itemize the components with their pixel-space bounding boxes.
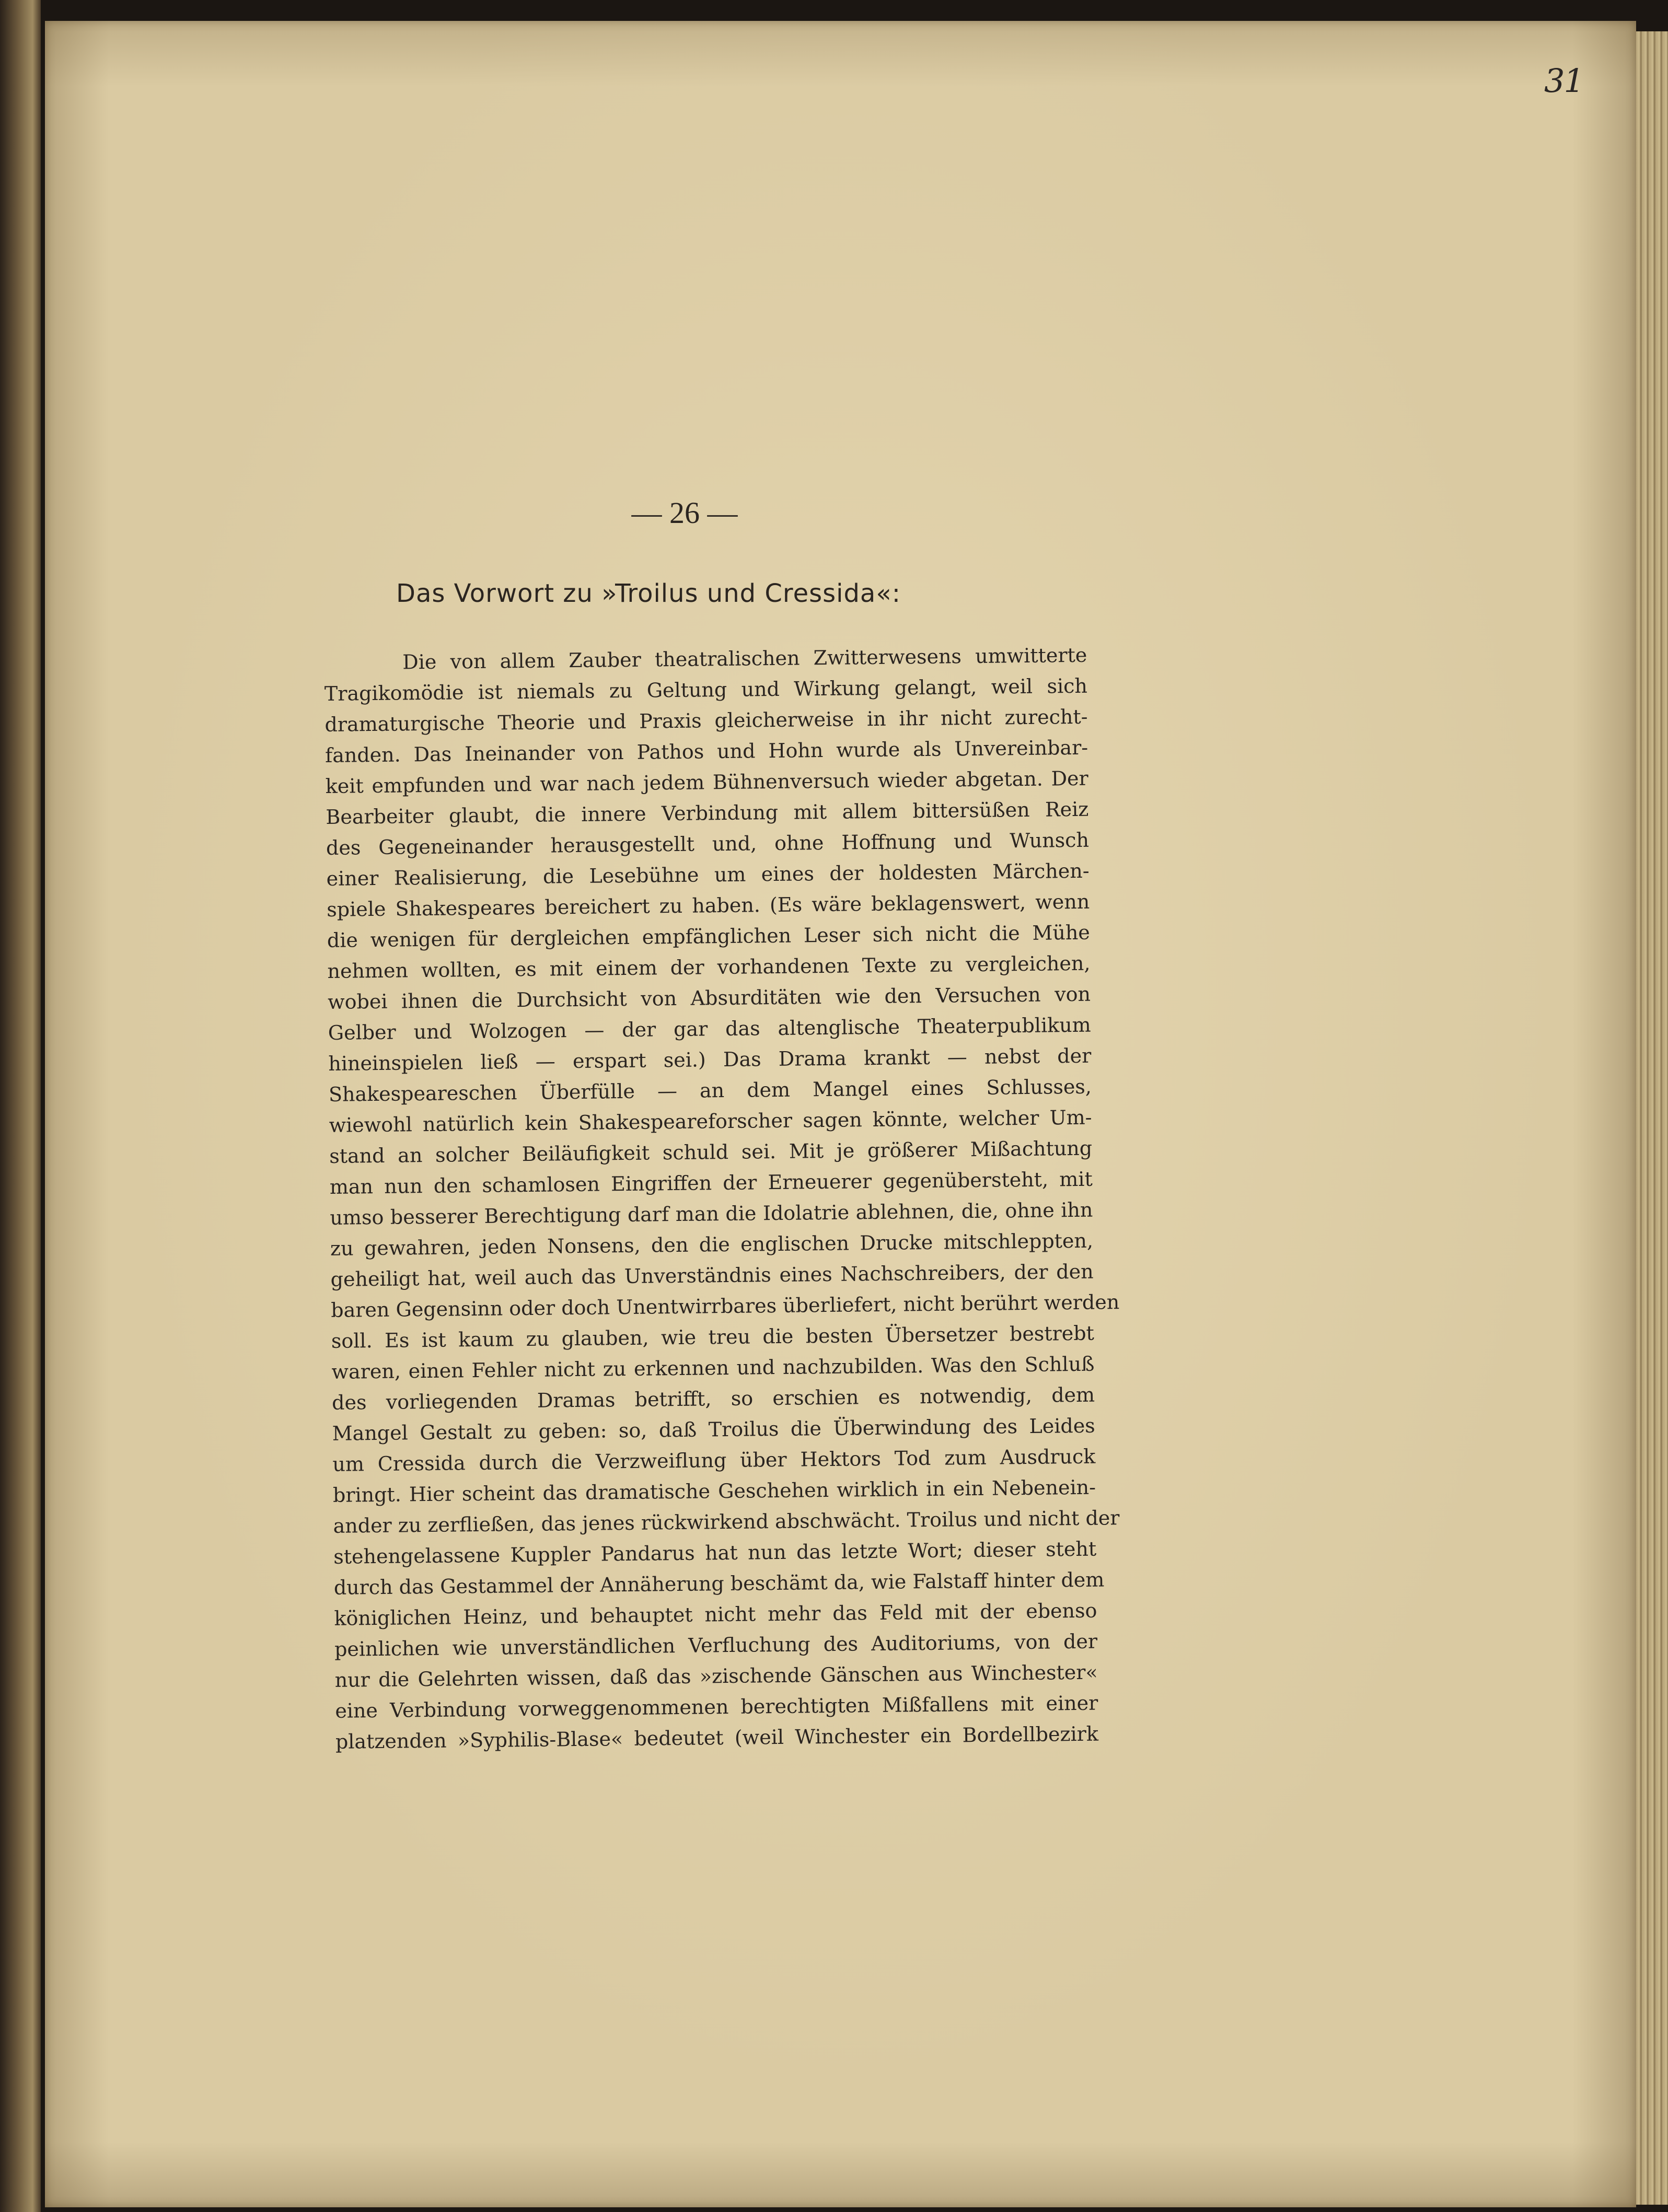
- text-line: durch das Gestammel der Annäherung beschämt da, wie Falstaff hinter dem: [333, 1568, 1105, 1599]
- text-line: baren Gegensinn oder doch Unentwirrbares überliefert, nicht berührt werden: [331, 1290, 1120, 1322]
- text-line: umso besserer Berechtigung darf man die Idolatrie ablehnen, die, ohne ihn: [330, 1198, 1093, 1229]
- text-line: dramaturgische Theorie und Praxis gleicherweise in ihr nicht zurecht-: [325, 705, 1088, 736]
- text-line: Gelber und Wolzogen — der gar das altenglische Theaterpublikum: [328, 1013, 1091, 1044]
- handwritten-folio-number: 31: [1544, 62, 1583, 100]
- text-line: hineinspielen ließ — erspart sei.) Das Drama krankt — nebst der: [328, 1044, 1092, 1075]
- text-line: peinlichen wie unverständlichen Verfluchung des Auditoriums, von der: [334, 1629, 1098, 1661]
- text-line: königlichen Heinz, und behauptet nicht mehr das Feld mit der ebenso: [334, 1599, 1097, 1630]
- text-line: Tragikomödie ist niemals zu Geltung und Wirkung gelangt, weil sich: [324, 674, 1088, 705]
- text-line: nehmen wollten, es mit einem der vorhandenen Texte zu vergleichen,: [327, 951, 1091, 983]
- body-text: [324, 640, 1120, 1757]
- text-line: keit empfunden und war nach jedem Bühnenversuch wieder abgetan. Der: [325, 766, 1088, 798]
- text-line: die wenigen für dergleichen empfänglichen Leser sich nicht die Mühe: [327, 921, 1091, 952]
- text-line: stehengelassene Kuppler Pandarus hat nun das letzte Wort; dieser steht: [333, 1537, 1097, 1568]
- text-line: nur die Gelehrten wissen, daß das »zischende Gänschen aus Winchester«: [334, 1660, 1098, 1692]
- text-line: Bearbeiter glaubt, die innere Verbindung mit allem bittersüßen Reiz: [326, 797, 1089, 829]
- left-page-edge: [0, 0, 41, 2212]
- text-line: des vorliegenden Dramas betrifft, so erschien es notwendig, dem: [331, 1383, 1095, 1414]
- text-line: des Gegeneinander herausgestellt und, ohne Hoffnung und Wunsch: [326, 828, 1090, 859]
- text-line: soll. Es ist kaum zu glauben, wie treu die besten Übersetzer bestrebt: [331, 1321, 1095, 1353]
- text-line: man nun den schamlosen Eingriffen der Erneuerer gegenübersteht, mit: [329, 1167, 1093, 1198]
- text-line: waren, einen Fehler nicht zu erkennen und nachzubilden. Was den Schluß: [331, 1352, 1095, 1383]
- text-line: platzenden »Syphilis-Blase« bedeutet (weil Winchester ein Bordellbezirk: [335, 1722, 1099, 1753]
- page-number: — 26 —: [631, 496, 738, 530]
- text-line: wobei ihnen die Durchsicht von Absurditäten wie den Versuchen von: [327, 982, 1091, 1014]
- text-line: wiewohl natürlich kein Shakespeareforscher sagen könnte, welcher Um-: [329, 1105, 1092, 1137]
- text-line: spiele Shakespeares bereichert zu haben. (Es wäre beklagenswert, wenn: [327, 890, 1090, 921]
- text-line: um Cressida durch die Verzweiflung über Hektors Tod zum Ausdruck: [332, 1445, 1096, 1476]
- text-line: fanden. Das Ineinander von Pathos und Hohn wurde als Unvereinbar-: [325, 736, 1088, 767]
- text-line: Shakespeareschen Überfülle — an dem Mangel eines Schlusses,: [328, 1075, 1092, 1106]
- text-line: einer Realisierung, die Lesebühne um eines der holdesten Märchen-: [326, 859, 1090, 890]
- text-line: eine Verbindung vorweggenommenen berechtigten Mißfallens mit einer: [335, 1691, 1098, 1722]
- text-line: zu gewahren, jeden Nonsens, den die englischen Drucke mitschleppten,: [330, 1229, 1094, 1260]
- section-heading: Das Vorwort zu »Troilus und Cressida«:: [396, 579, 901, 608]
- text-line: bringt. Hier scheint das dramatische Geschehen wirklich in ein Nebenein-: [332, 1475, 1096, 1507]
- text-line: stand an solcher Beiläufigkeit schuld sei. Mit je größerer Mißachtung: [329, 1136, 1093, 1168]
- text-line: ander zu zerfließen, das jenes rückwirkend abschwächt. Troilus und nicht der: [333, 1506, 1120, 1538]
- right-page-edges: [1636, 31, 1668, 2205]
- text-line: geheiligt hat, weil auch das Unverständnis eines Nachschreibers, der den: [330, 1260, 1094, 1291]
- text-line: Mangel Gestalt zu geben: so, daß Troilus die Überwindung des Leides: [332, 1414, 1095, 1445]
- text-line: Die von allem Zauber theatralischen Zwitterwesens umwitterte: [402, 643, 1087, 674]
